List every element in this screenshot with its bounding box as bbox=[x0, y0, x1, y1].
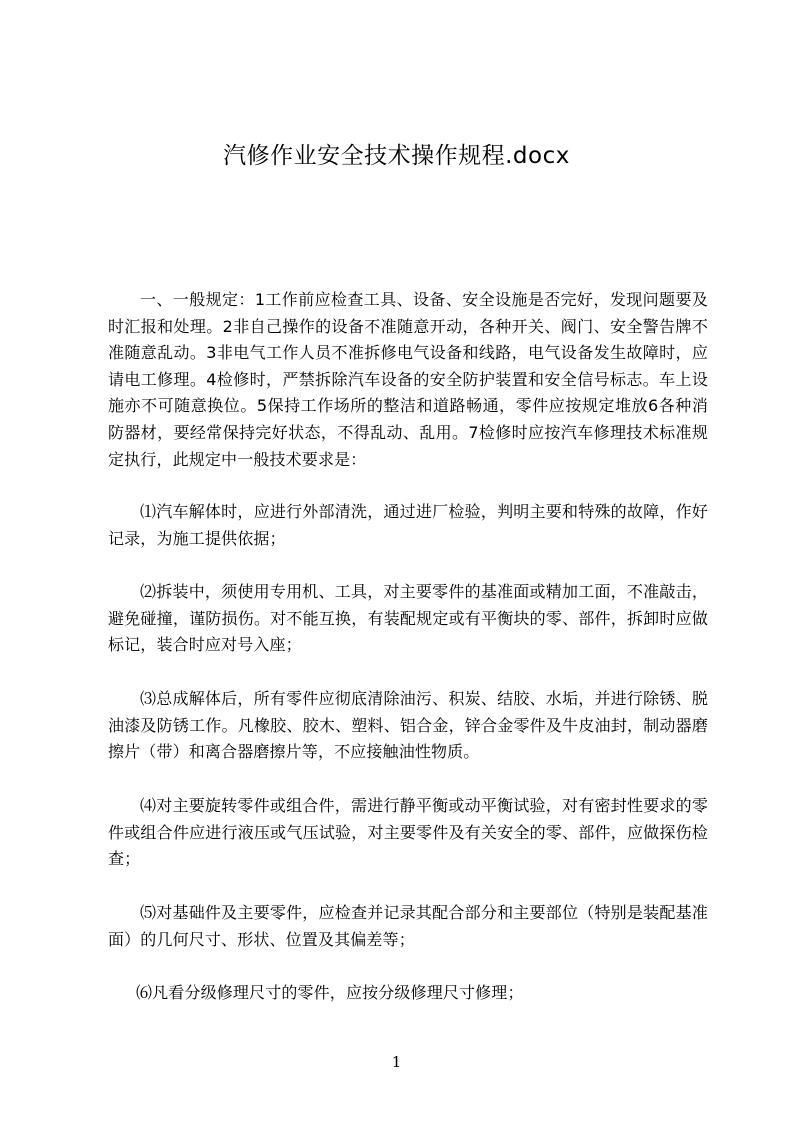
page-number: 1 bbox=[391, 1053, 402, 1071]
rule-item-4: ⑷对主要旋转零件或组合件，需进行静平衡或动平衡试验，对有密封性要求的零件或组合件应进行液压或气压试验，对主要零件及有关安全的零、部件，应做探伤检查； bbox=[108, 796, 708, 869]
rule-item-3: ⑶总成解体后，所有零件应彻底清除油污、积炭、结胶、水垢，并进行除锈、脱油漆及防锈工作。凡橡胶、胶木、塑料、铝合金，锌合金零件及牛皮油封，制动器磨擦片（带）和离合器磨擦片等，不应接触油性物质。 bbox=[108, 689, 708, 762]
document-title: 汽修作业安全技术操作规程.docx bbox=[223, 143, 570, 169]
rule-item-1: ⑴汽车解体时，应进行外部清洗，通过进厂检验，判明主要和特殊的故障，作好记录，为施工提供依据； bbox=[108, 502, 708, 548]
rule-item-6: ⑹凡看分级修理尺寸的零件，应按分级修理尺寸修理； bbox=[136, 983, 524, 1002]
rule-item-5: ⑸对基础件及主要零件，应检查并记录其配合部分和主要部位（特别是装配基准面）的几何尺寸、形状、位置及其偏差等； bbox=[108, 903, 708, 949]
general-rules-paragraph: 一、一般规定：1工作前应检查工具、设备、安全设施是否完好，发现问题要及时汇报和处理。2非自己操作的设备不准随意开动，各种开关、阀门、安全警告牌不准随意乱动。3非电气工作人员不准拆修电气设备和线路，电气设备发生故障时，应请电工修理。4检修时，严禁拆除汽车设备的安全防护装置和安全信号标志。车上设施亦不可随意换位。5保持工作场所的整洁和道路畅通，零件应按规定堆放6各种消防器材，要经常保持完好状态，不得乱动、乱用。7检修时应按汽车修理技术标准规定执行，此规定中一般技术要求是： bbox=[108, 290, 708, 469]
rule-item-2: ⑵拆装中，须使用专用机、工具，对主要零件的基准面或精加工面，不准敲击，避免碰撞，谨防损伤。对不能互换，有装配规定或有平衡块的零、部件，拆卸时应做标记，装合时应对号入座； bbox=[108, 582, 708, 655]
